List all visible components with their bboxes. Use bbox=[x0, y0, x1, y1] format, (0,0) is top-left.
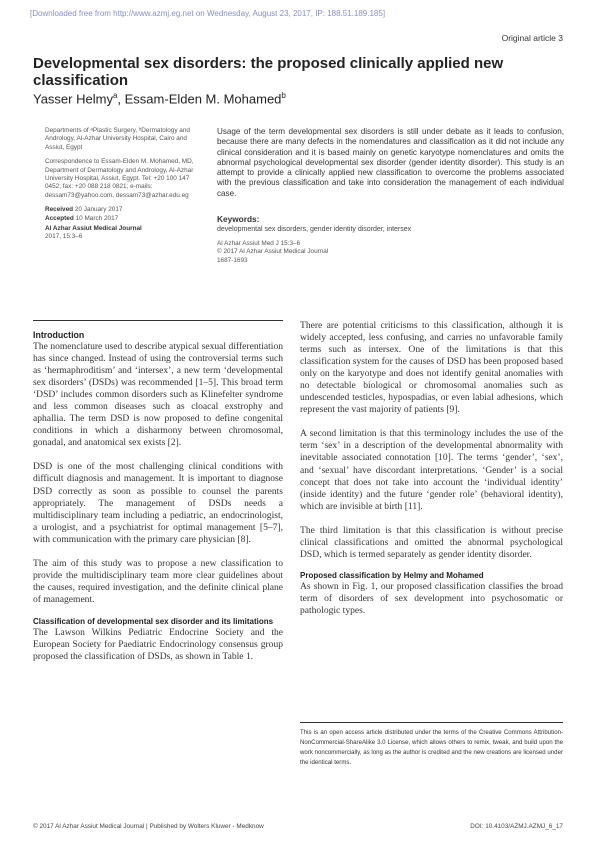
paragraph: The aim of this study was to propose a new classification to provide the multidisciplinary team more clear guidelines about the causes, required investigation, and the definite clinical plane of management. bbox=[33, 557, 283, 605]
correspondence: Correspondence to Essam-Elden M. Mohamed, MD, Department of Dermatology and Andrology, Al-Azhar University Hospital, Assiut, Egypt. Tel: +20 100 147 0452; fax: +20 088 218 0821; e-mails: dessam73@yahoo.com, dessam73@azhar.edu.eg bbox=[45, 158, 194, 199]
keywords: developmental sex disorders, gender identity disorder, intersex bbox=[217, 226, 412, 233]
received-date: 20 January 2017 bbox=[74, 206, 123, 214]
paragraph: The third limitation is that this classification is without precise clinical classifications and omitted the abnormal psychological DSD, which is termed separately as gender identity disorder. bbox=[300, 524, 563, 560]
right-column bbox=[300, 320, 563, 617]
accepted-label: Accepted bbox=[45, 214, 74, 222]
footer-doi: DOI: 10.4103/AZMJ.AZMJ_6_17 bbox=[470, 823, 563, 830]
received-label: Received bbox=[45, 206, 74, 214]
paragraph: As shown in Fig. 1, our proposed classification classifies the broad term of disorders of sex development into psychosomatic or pathologic types. bbox=[300, 580, 563, 616]
paragraph: The Lawson Wilkins Pediatric Endocrine Society and the European Society for Paediatric Endocrinology consensus group proposed the classification of DSDs, as shown in Table 1. bbox=[33, 626, 283, 663]
running-head: Original article 3 bbox=[501, 33, 563, 43]
paragraph: The nomenclature used to describe atypical sexual differentiation has since changed. Instead of using the controversial terms such as ‘hermaphroditism’ and ‘intersex’, a new term ‘developmental sex disorders’ (DSDs) was recommended [1–5]. This broad term ‘DSD’ includes common disorders such as Klinefelter syndrome and less common diseases such as cloacal exstrophy and aphallia. The term DSD is now proposed to define congenital conditions in which a disharmony between chromosomal, gonadal, and anatomical sex exists [2]. bbox=[33, 341, 283, 449]
journal-name: Al Azhar Assiut Medical Journal bbox=[45, 225, 142, 233]
accepted-date: 10 March 2017 bbox=[75, 214, 119, 222]
download-note[interactable]: [Downloaded free from http://www.azmj.eg.net on Wednesday, August 23, 2017, IP: 188.51.189.185] bbox=[30, 9, 386, 18]
paragraph: A second limitation is that this terminology includes the use of the term ‘sex’ in a description of the developmental abnormality with inevitable associated connotation [10]. The terms ‘gender’, ‘sex’, and ‘sexual’ have discordant interpretations. ‘Gender’ is a social concept that does not take into account the ‘individual identity’ (inside identity) and the future ‘gender role’ (behavioral identity), which are invisible at birth [11]. bbox=[300, 428, 563, 512]
proposed-classification-heading: Proposed classification by Helmy and Mohamed bbox=[300, 570, 484, 580]
journal-ref: 2017, 15:3–6 bbox=[45, 233, 83, 241]
paragraph: DSD is one of the most challenging clinical conditions with difficult diagnosis and management. It is important to diagnose DSD correctly as soon as possible to counsel the parents appropriately. The management of DSDs needs a multidisciplinary team including a pediatric, an endocrinologist, a urologist, and a psychiatrist for optimal management [5–7], with communication with the primary care physician [8]. bbox=[33, 461, 283, 545]
abstract: Usage of the term developmental sex disorders is still under debate as it leads to confusion, because there are many defects in the nomendatures and classification as it did not include any clinical consideration and it is based mainly on genetic karyotype nomenclatures and omits the abnormal psychological developmental sex disorder (gender identity disorder). This study is an attempt to provide a clinically applied new classification to overcome the problems associated with the previous classification and take into consideration the management of each individual case. bbox=[217, 127, 564, 198]
left-column bbox=[33, 329, 283, 663]
footer-copyright: © 2017 Al Azhar Assiut Medical Journal | Published by Wolters Kluwer - Medknow bbox=[33, 823, 264, 830]
paragraph: There are potential criticisms to this classification, although it is widely accepted, less confusing, and carries no unfavorable family terms such as intersex. One of the limitations is that this classification system for the causes of DSD has been proposed based only on the karyotype and does not identify genital anomalies with no detectable biological or chromosomal anomalies such as undescended testicles, hypospadias, or even labial adhesions, which represent the vast majority of patients [9]. bbox=[300, 320, 564, 416]
citation-issn: 1687-1693 bbox=[217, 256, 248, 264]
author-1-affil-mark: a bbox=[112, 91, 118, 100]
citation-journal: Al Azhar Assiut Med J 15:3–6 bbox=[217, 240, 301, 247]
introduction-heading: Introduction bbox=[33, 330, 85, 340]
author-2-affil-mark: b bbox=[281, 91, 286, 100]
keywords-label: Keywords: bbox=[217, 214, 260, 224]
section-divider bbox=[33, 320, 283, 321]
affiliation-block bbox=[45, 127, 205, 248]
license-note: This is an open access article distributed under the terms of the Creative Commons Attribution-NonCommercial-ShareAlike 3.0 License, which allows others to remix, tweak, and build upon the work noncommercially, as long as the author is credited and the new creations are licensed under the identical terms. bbox=[300, 722, 563, 768]
author-1: Yasser Helmy bbox=[33, 91, 113, 107]
author-line bbox=[33, 91, 286, 106]
author-2: , Essam-Elden M. Mohamed bbox=[117, 91, 282, 107]
departments: Departments of ᵃPlastic Surgery, ᵇDermatology and Andrology, Al-Azhar University Hospital, Cairo and Assiut, Egypt bbox=[45, 127, 190, 151]
dates bbox=[45, 206, 205, 223]
journal-info bbox=[45, 225, 205, 242]
citation-copyright: © 2017 Al Azhar Assiut Medical Journal bbox=[217, 248, 329, 256]
classification-heading: Classification of developmental sex disorder and its limitations bbox=[33, 616, 274, 626]
article-title: Developmental sex disorders: the proposed clinically applied new classification bbox=[33, 55, 504, 89]
citation-block bbox=[217, 240, 328, 265]
